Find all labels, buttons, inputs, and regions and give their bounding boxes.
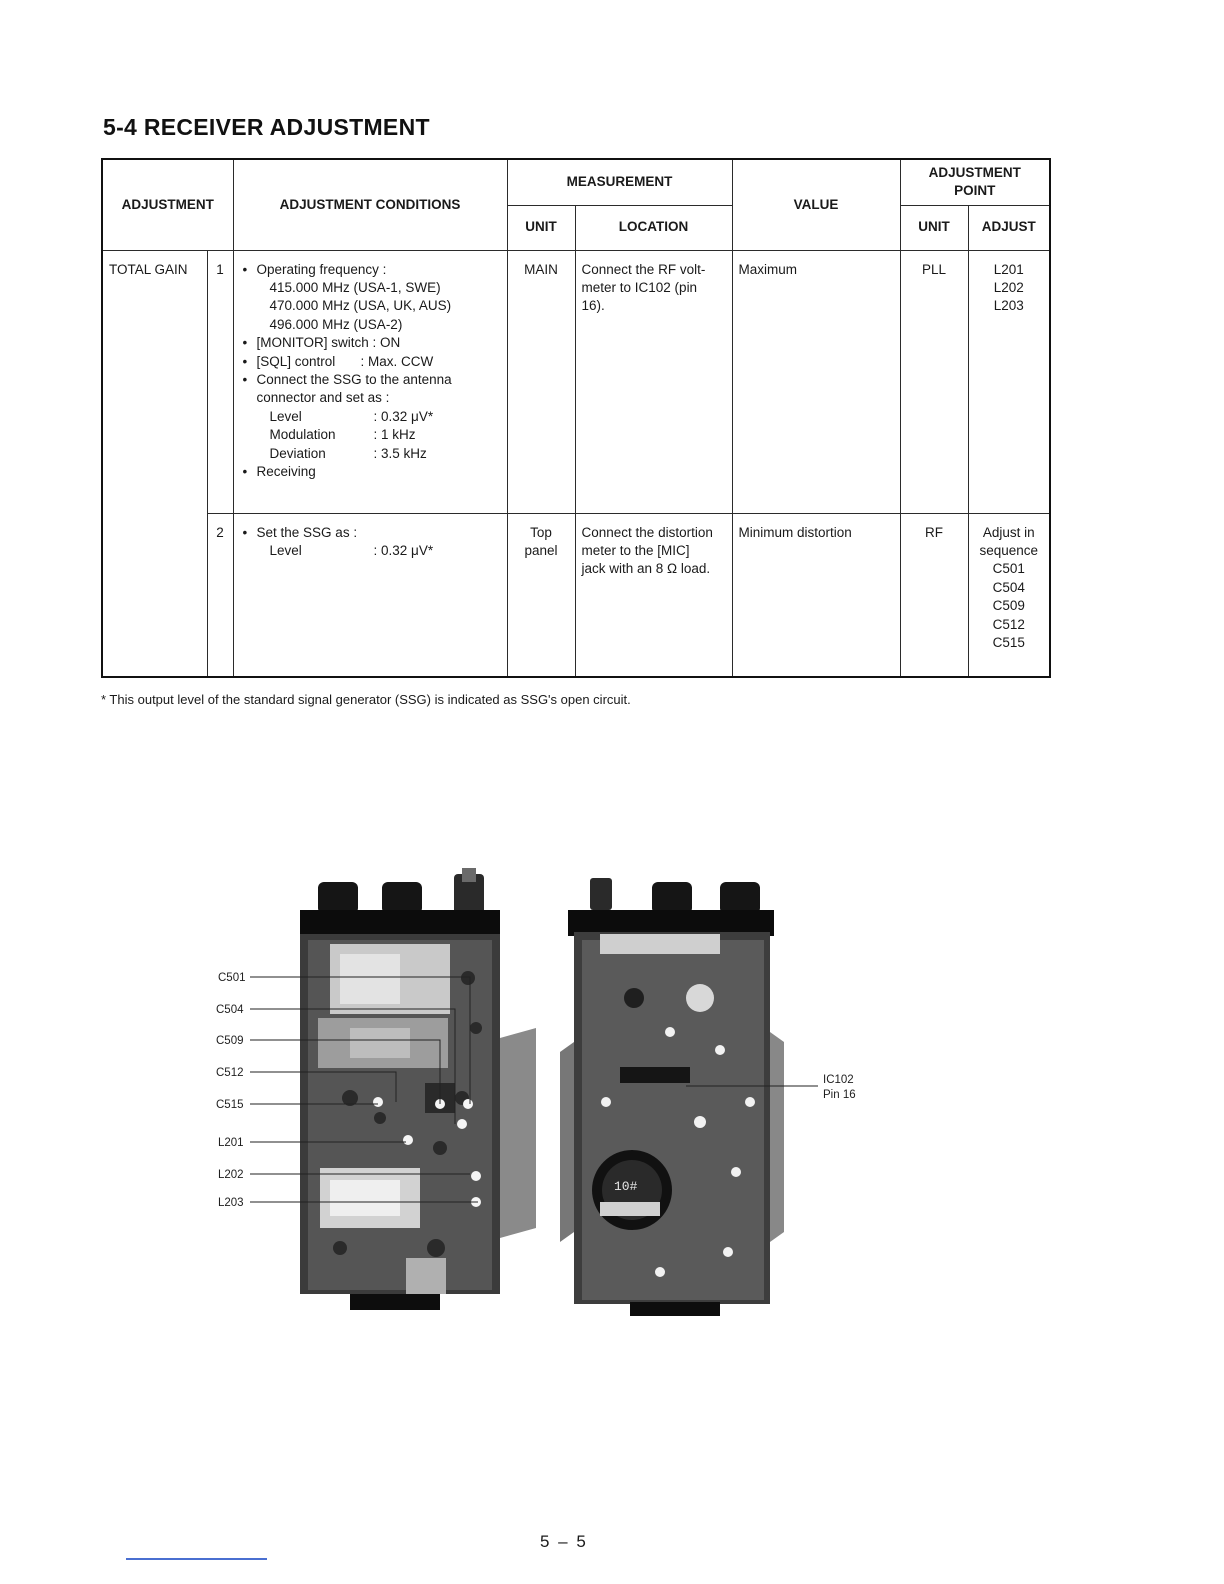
adjust-cell bbox=[968, 250, 1050, 513]
level-key: Level bbox=[269, 408, 302, 424]
adjust-item: C515 bbox=[992, 634, 1025, 650]
receiver-adjustment-table bbox=[101, 158, 1051, 678]
step-number: 1 bbox=[216, 261, 224, 277]
adjust-item: sequence bbox=[979, 542, 1039, 558]
photo-right-image bbox=[560, 878, 784, 1316]
header-measurement-unit: UNIT bbox=[507, 205, 575, 250]
condition-set-ssg: • Set the SSG as : bbox=[243, 524, 501, 542]
callout-label: C504 bbox=[216, 1004, 244, 1016]
header-measurement-location: LOCATION bbox=[575, 205, 732, 250]
adjust-item: L202 bbox=[993, 279, 1024, 295]
adjust-item: Adjust in bbox=[982, 524, 1035, 540]
step-number: 2 bbox=[216, 524, 224, 540]
svg-text:10#: 10# bbox=[614, 1179, 638, 1194]
callout-label: C515 bbox=[216, 1099, 244, 1111]
condition-modulation bbox=[243, 426, 501, 444]
value: Maximum bbox=[738, 261, 798, 277]
pcb-photo-left bbox=[200, 868, 540, 1316]
adjustment-unit-cell bbox=[900, 250, 968, 513]
condition-frequency-2: 470.000 MHz (USA, UK, AUS) bbox=[269, 298, 452, 314]
step-number-cell bbox=[207, 250, 233, 513]
header-adjustment-conditions: ADJUSTMENT CONDITIONS bbox=[233, 159, 507, 250]
adjustment-unit: PLL bbox=[922, 261, 947, 277]
conditions-cell bbox=[233, 250, 507, 513]
adjustment-name: TOTAL GAIN bbox=[109, 261, 188, 277]
condition-receiving: • Receiving bbox=[243, 463, 501, 481]
condition-frequency-3: 496.000 MHz (USA-2) bbox=[269, 316, 403, 332]
adjust-item: C501 bbox=[992, 561, 1025, 577]
table-row bbox=[102, 250, 1050, 513]
page-number: 5 – 5 bbox=[540, 1532, 588, 1551]
footer-rule bbox=[126, 1558, 267, 1560]
measurement-unit-cell bbox=[507, 250, 575, 513]
measurement-unit: Top bbox=[530, 524, 552, 540]
condition-connect-ssg: • Connect the SSG to the antenna bbox=[243, 371, 501, 389]
measurement-location-cell bbox=[575, 513, 732, 677]
value: Minimum distortion bbox=[738, 524, 852, 540]
location-line: Connect the RF volt- bbox=[581, 261, 706, 277]
adjust-item: L201 bbox=[993, 261, 1024, 277]
condition-deviation bbox=[243, 445, 501, 463]
adjust-item: C504 bbox=[992, 579, 1025, 595]
header-adjustment: ADJUSTMENT bbox=[102, 159, 233, 250]
header-adjustment-point: ADJUSTMENT POINT bbox=[900, 159, 1050, 205]
condition-frequency-1: 415.000 MHz (USA-1, SWE) bbox=[269, 279, 441, 295]
adjustment-name-cell bbox=[102, 250, 207, 677]
header-measurement: MEASUREMENT bbox=[507, 159, 732, 205]
callout-label: L203 bbox=[218, 1197, 244, 1209]
footnote: * This output level of the standard signal generator (SSG) is indicated as SSG's open circuit. bbox=[101, 692, 631, 707]
photo-left-image bbox=[300, 868, 536, 1310]
level-key: Level bbox=[269, 542, 302, 558]
location-line: meter to IC102 (pin bbox=[581, 279, 698, 295]
conditions-cell bbox=[233, 513, 507, 677]
sql-control-value: : Max. CCW bbox=[360, 353, 434, 369]
level-value: : 0.32 μV* bbox=[373, 408, 434, 424]
pcb-photo-right bbox=[560, 872, 880, 1320]
measurement-unit-cell bbox=[507, 513, 575, 677]
callout-label: C512 bbox=[216, 1067, 244, 1079]
step-number-cell bbox=[207, 513, 233, 677]
condition-operating-frequency: • Operating frequency : bbox=[243, 261, 501, 279]
modulation-key: Modulation bbox=[269, 427, 336, 443]
header-adjust: ADJUST bbox=[968, 205, 1050, 250]
callout-label: C501 bbox=[218, 972, 246, 984]
sql-control-key: • [SQL] control bbox=[256, 353, 336, 369]
deviation-value: : 3.5 kHz bbox=[373, 445, 427, 461]
measurement-unit: panel bbox=[524, 542, 558, 558]
location-line: meter to the [MIC] bbox=[581, 542, 690, 558]
condition-level bbox=[243, 542, 501, 560]
location-line: Connect the distortion bbox=[581, 524, 713, 540]
value-cell bbox=[732, 250, 900, 513]
modulation-value: : 1 kHz bbox=[373, 427, 416, 443]
location-line: 16). bbox=[581, 298, 605, 314]
value-cell bbox=[732, 513, 900, 677]
callout-label-ic102: IC102 bbox=[823, 1074, 854, 1086]
table-row bbox=[102, 513, 1050, 677]
adjust-item: C509 bbox=[992, 598, 1025, 614]
level-value: : 0.32 μV* bbox=[373, 542, 434, 558]
deviation-key: Deviation bbox=[269, 445, 326, 461]
location-line: jack with an 8 Ω load. bbox=[581, 561, 711, 577]
condition-sql-control bbox=[243, 353, 501, 371]
header-adjustment-unit: UNIT bbox=[900, 205, 968, 250]
condition-level bbox=[243, 408, 501, 426]
adjust-item: C512 bbox=[992, 616, 1025, 632]
header-value: VALUE bbox=[732, 159, 900, 250]
callout-label-pin16: Pin 16 bbox=[823, 1089, 856, 1101]
callout-label: L202 bbox=[218, 1169, 244, 1181]
callout-label: C509 bbox=[216, 1035, 244, 1047]
measurement-location-cell bbox=[575, 250, 732, 513]
condition-connect-ssg-cont: connector and set as : bbox=[256, 390, 390, 406]
callout-label: L201 bbox=[218, 1137, 244, 1149]
condition-monitor-switch: • [MONITOR] switch : ON bbox=[243, 334, 501, 352]
adjust-cell bbox=[968, 513, 1050, 677]
adjustment-unit-cell bbox=[900, 513, 968, 677]
measurement-unit: MAIN bbox=[524, 261, 558, 277]
section-title: 5-4 RECEIVER ADJUSTMENT bbox=[103, 114, 430, 140]
adjust-item: L203 bbox=[993, 298, 1024, 314]
adjustment-unit: RF bbox=[925, 524, 944, 540]
